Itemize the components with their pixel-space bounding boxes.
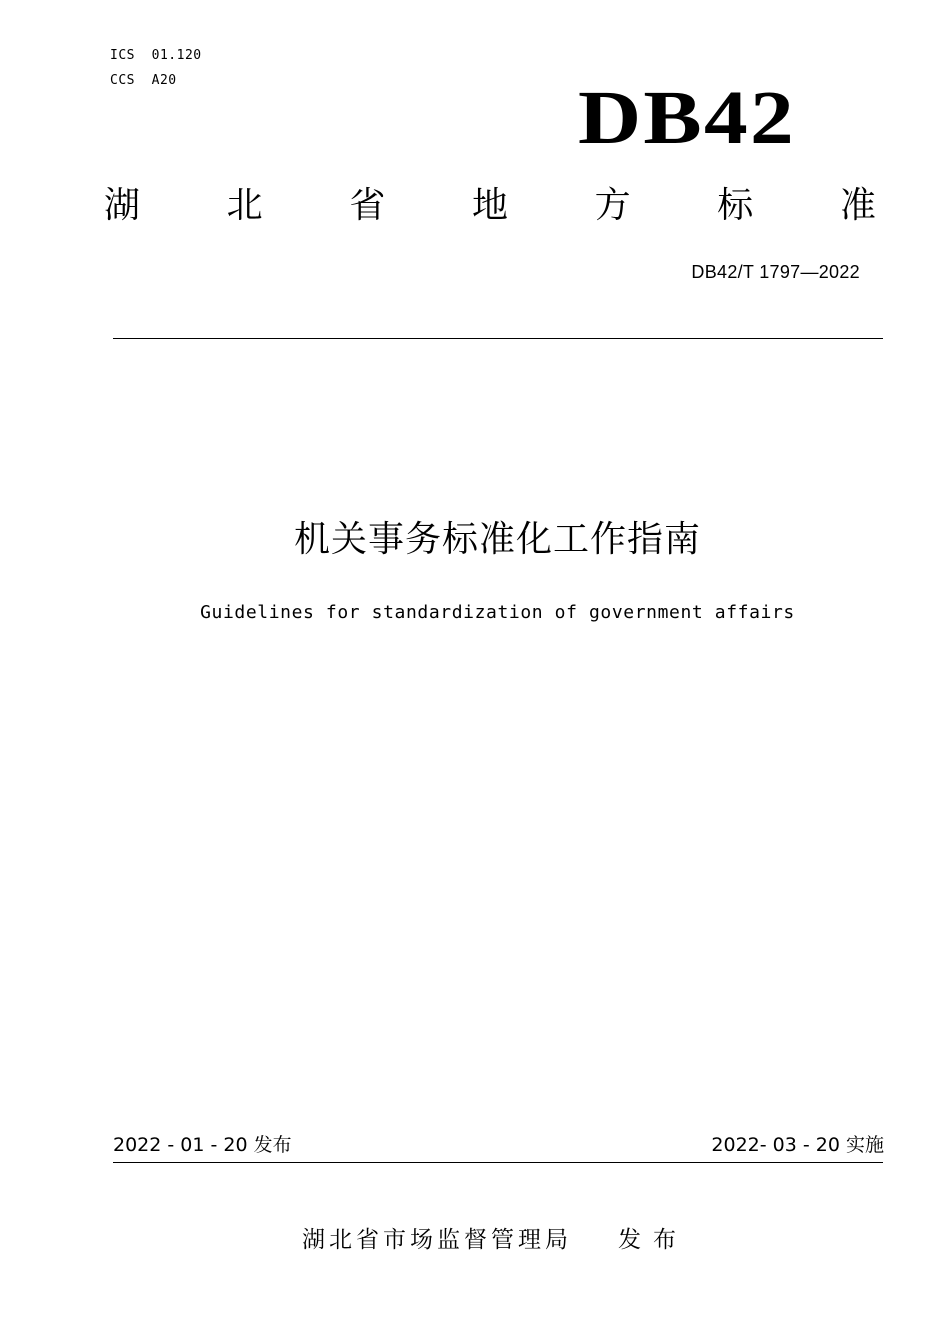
top-divider <box>113 338 883 339</box>
document-title-english: Guidelines for standardization of government affairs <box>200 602 795 623</box>
issuing-authority: 湖北省市场监督管理局 <box>302 1227 572 1253</box>
standard-type-char: 湖 <box>104 185 141 226</box>
issuer-line <box>0 1225 950 1255</box>
standard-type-char: 方 <box>594 185 631 226</box>
standard-type-char: 省 <box>349 185 386 226</box>
standard-type-char: 标 <box>717 185 754 226</box>
standard-number: DB42/T 1797—2022 <box>691 262 860 282</box>
standard-type-char: 准 <box>839 185 876 226</box>
standard-type-heading <box>104 186 876 226</box>
bottom-divider <box>113 1162 883 1163</box>
issue-verb: 发布 <box>618 1227 688 1253</box>
standard-type-char: 地 <box>471 185 508 226</box>
ics-code: ICS 01.120 <box>110 48 202 63</box>
standard-type-char: 北 <box>226 185 263 226</box>
standard-logo: DB42 <box>578 76 797 160</box>
publication-date: 2022 - 01 - 20 发布 <box>113 1134 292 1156</box>
document-title-chinese: 机关事务标准化工作指南 <box>293 519 701 560</box>
ccs-code: CCS A20 <box>110 73 177 88</box>
implementation-date: 2022- 03 - 20 实施 <box>711 1134 884 1156</box>
